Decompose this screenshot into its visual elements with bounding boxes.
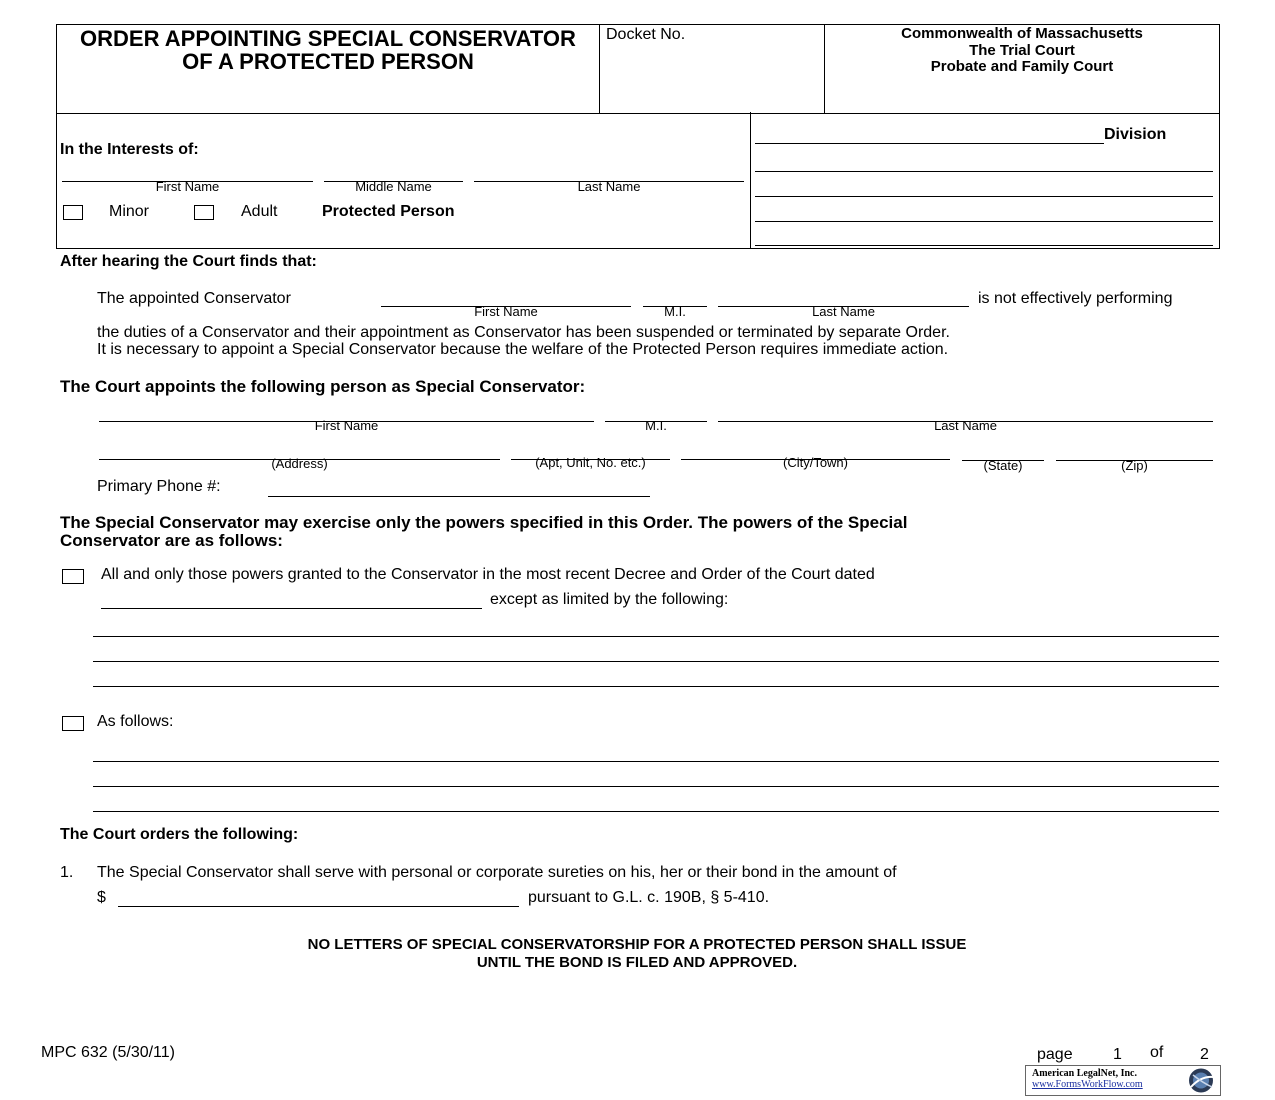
limitations-line-3[interactable] [93, 686, 1219, 687]
as-follows-line-1[interactable] [93, 761, 1219, 762]
protected-middle-name-caption: Middle Name [355, 179, 432, 194]
bond-amount-input[interactable] [118, 890, 519, 907]
legalnet-logo[interactable] [1025, 1065, 1221, 1096]
order-item-1-text: The Special Conservator shall serve with personal or corporate sureties on his, her or their bond in the amount of [97, 864, 897, 881]
division-address-line-3[interactable] [755, 221, 1213, 222]
limitations-line-2[interactable] [93, 661, 1219, 662]
bond-notice-line-2: UNTIL THE BOND IS FILED AND APPROVED. [476, 954, 798, 971]
page-label: page [1037, 1046, 1073, 1063]
interests-divider [750, 112, 751, 249]
protected-person-label: Protected Person [322, 203, 455, 220]
minor-label: Minor [109, 203, 150, 220]
limitations-line-1[interactable] [93, 636, 1219, 637]
protected-first-name-caption: First Name [155, 179, 220, 194]
special-apt-caption: (Apt, Unit, No. etc.) [535, 455, 646, 470]
decree-date-input[interactable] [101, 592, 482, 609]
not-performing-text: is not effectively performing [978, 290, 1173, 307]
conservator-last-name-caption: Last Name [812, 304, 875, 319]
appoints-heading: The Court appoints the following person as Special Conservator: [60, 377, 586, 396]
page-total: 2 [1200, 1046, 1209, 1063]
special-city-caption: (City/Town) [782, 455, 848, 470]
logo-url: www.FormsWorkFlow.com [1032, 1079, 1143, 1090]
powers-heading-2: Conservator are as follows: [60, 531, 283, 550]
pursuant-text: pursuant to G.L. c. 190B, § 5-410. [528, 889, 770, 906]
as-follows-line-3[interactable] [93, 811, 1219, 812]
orders-heading: The Court orders the following: [60, 826, 299, 843]
division-input[interactable] [755, 127, 1104, 144]
except-text: except as limited by the following: [490, 591, 729, 608]
protected-last-name-caption: Last Name [577, 179, 641, 194]
findings-line-2: the duties of a Conservator and their appointment as Conservator has been suspended or terminated by separate Order. [97, 324, 950, 341]
division-label: Division [1104, 126, 1167, 143]
page-number: 1 [1113, 1046, 1122, 1063]
special-first-name-caption: First Name [314, 418, 379, 433]
docket-label: Docket No. [606, 26, 686, 43]
powers-option-1-text: All and only those powers granted to the Conservator in the most recent Decree and Order of the Court dated [101, 566, 875, 583]
division-address-line-2[interactable] [755, 196, 1213, 197]
court-line-1: Commonwealth of Massachusetts [901, 25, 1143, 42]
powers-option-2-text: As follows: [97, 713, 174, 730]
logo-company-name: American LegalNet, Inc. [1032, 1068, 1137, 1079]
header-divider-1 [599, 24, 600, 113]
special-state-caption: (State) [983, 458, 1023, 473]
special-zip-caption: (Zip) [1121, 458, 1148, 473]
adult-label: Adult [241, 203, 278, 220]
division-address-line-4[interactable] [755, 245, 1213, 246]
form-id: MPC 632 (5/30/11) [41, 1044, 175, 1061]
findings-line-3: It is necessary to appoint a Special Conservator because the welfare of the Protected Person requires immediate action. [97, 341, 949, 358]
adult-checkbox[interactable] [194, 205, 214, 220]
court-line-3: Probate and Family Court [930, 58, 1114, 75]
order-item-1-number: 1. [60, 864, 74, 881]
of-label: of [1150, 1044, 1164, 1061]
phone-input[interactable] [268, 480, 650, 497]
appointed-conservator-label: The appointed Conservator [97, 290, 291, 307]
special-mi-caption: M.I. [645, 418, 667, 433]
special-address-caption: (Address) [271, 456, 328, 471]
header-divider-2 [824, 24, 825, 113]
findings-heading: After hearing the Court finds that: [60, 253, 317, 270]
powers-heading-1: The Special Conservator may exercise only the powers specified in this Order. The powers of the Special [60, 513, 908, 532]
special-last-name-caption: Last Name [934, 418, 997, 433]
interests-label: In the Interests of: [60, 141, 199, 158]
dollar-sign: $ [97, 889, 106, 906]
division-address-line-1[interactable] [755, 171, 1213, 172]
bond-notice-line-1: NO LETTERS OF SPECIAL CONSERVATORSHIP FOR A PROTECTED PERSON SHALL ISSUE [307, 936, 967, 953]
globe-icon [1183, 1067, 1217, 1094]
powers-option-1-checkbox[interactable] [62, 569, 84, 584]
page-title: ORDER APPOINTING SPECIAL CONSERVATOR OF A PROTECTED PERSON [80, 26, 576, 74]
conservator-mi-caption: M.I. [664, 304, 686, 319]
court-line-2: The Trial Court [969, 42, 1075, 59]
powers-option-2-checkbox[interactable] [62, 716, 84, 731]
conservator-first-name-caption: First Name [474, 304, 538, 319]
phone-label: Primary Phone #: [97, 478, 221, 495]
as-follows-line-2[interactable] [93, 786, 1219, 787]
docket-number-input[interactable] [606, 50, 814, 66]
minor-checkbox[interactable] [63, 205, 83, 220]
